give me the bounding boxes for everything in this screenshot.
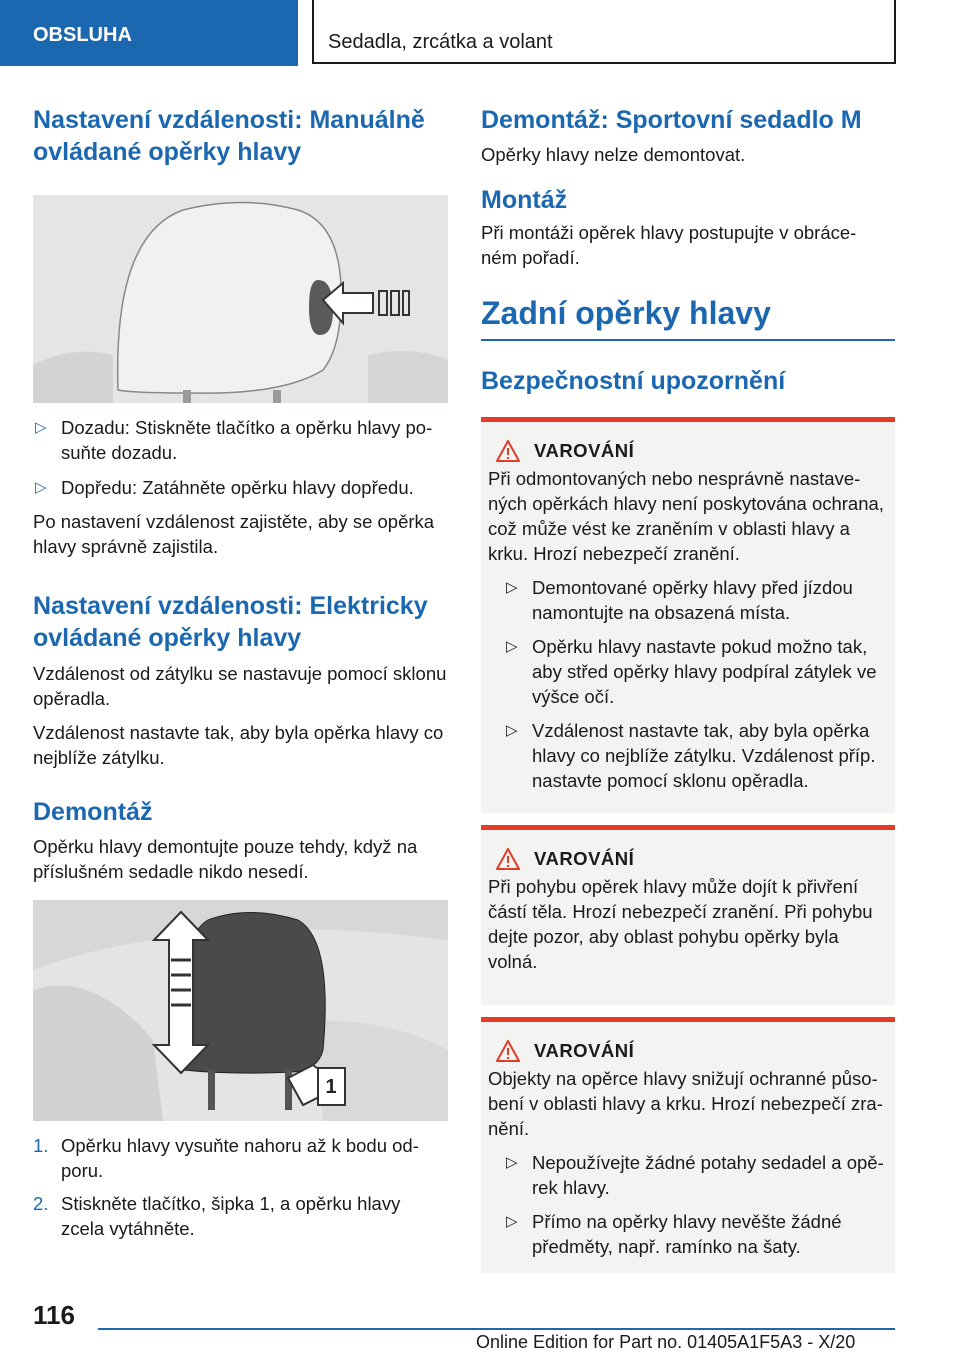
heading-demontaz: Demontáž (33, 798, 153, 826)
list-item: ▷ Demontované opěrky hlavy před jízdou namontujte na obsazená místa. (506, 577, 853, 623)
bullet-triangle-icon: ▷ (506, 638, 518, 655)
montaz-paragraph: Při montáži opěrek hlavy postupujte v obráce‐ ném pořadí. (481, 222, 857, 268)
section-tab[interactable]: OBSLUHA (0, 0, 298, 66)
warning-header (488, 440, 887, 462)
warning-title: VAROVÁNÍ (534, 1040, 635, 1061)
warning-box (481, 1017, 895, 1273)
heading-electric: Nastavení vzdálenosti: Elektricky ovládané opěrky hlavy (33, 592, 428, 652)
bullet-triangle-icon: ▷ (506, 1213, 518, 1230)
headrest-removal-figure (33, 900, 448, 1121)
list-item: ▷ Dopředu: Zatáhněte opěrku hlavy dopředu. (35, 477, 414, 498)
footer-rule (98, 1328, 895, 1330)
list-item: ▷ Nepoužívejte žádné potahy sedadel a opě‐ rek hlavy. (506, 1152, 884, 1198)
heading-rule (481, 339, 895, 341)
warning-text: Objekty na opěrce hlavy snižují ochranné půso‐ bení v oblasti hlavy a krku. Hrozí nebezpečí zra‐ nění. (488, 1068, 883, 1139)
warning-bullets (504, 575, 887, 793)
warning-box (481, 417, 895, 813)
list-item: ▷ Dozadu: Stiskněte tlačítko a opěrku hlavy po‐ suňte dozadu. (35, 417, 433, 463)
warning-bullets (504, 1150, 887, 1259)
warning-triangle-icon (496, 1040, 520, 1062)
manual-note: Po nastavení vzdálenost zajistěte, aby se opěrka hlavy správně zajistila. (33, 511, 435, 557)
headrest-manual-figure (33, 195, 448, 403)
list-item: ▷ Vzdálenost nastavte tak, aby byla opěrka hlavy co nejblíže zátylku. Vzdálenost příp. nastavte pomocí sklonu opěradla. (506, 720, 876, 791)
heading-bezpecnostni: Bezpečnostní upozornění (481, 367, 786, 395)
page-number: 116 (33, 1300, 75, 1330)
warning-triangle-icon (496, 440, 520, 462)
heading-montaz: Montáž (481, 186, 568, 214)
list-item: 2. Stiskněte tlačítko, šipka 1, a opěrku hlavy zcela vytáhněte. (33, 1193, 401, 1239)
warning-header (488, 848, 887, 870)
chapter-title: Sedadla, zrcátka a volant (312, 0, 896, 64)
demontaz-paragraph: Opěrku hlavy demontujte pouze tehdy, když na příslušném sedadle nikdo nesedí. (33, 836, 418, 882)
warning-box (481, 825, 895, 1005)
warning-title: VAROVÁNÍ (534, 440, 635, 461)
warning-title: VAROVÁNÍ (534, 848, 635, 869)
right-column (481, 100, 895, 1273)
list-item: ▷ Opěrku hlavy nastavte pokud možno tak, aby střed opěrky hlavy podpíral zátylek ve výšce očí. (506, 636, 877, 707)
bullet-triangle-icon: ▷ (506, 579, 518, 596)
bullet-triangle-icon: ▷ (506, 722, 518, 739)
heading-zadni: Zadní opěrky hlavy (481, 295, 771, 331)
arrow-label-1: 1 (325, 1076, 337, 1098)
warning-text: Při pohybu opěrek hlavy může dojít k přivření částí těla. Hrozí nebezpečí zranění. Při pohybu dejte pozor, aby oblast pohybu opěrky byla volná. (488, 876, 873, 972)
list-item: ▷ Přímo na opěrky hlavy nevěšte žádné předměty, např. ramínko na šaty. (506, 1211, 842, 1257)
electric-paragraph-2: Vzdálenost nastavte tak, aby byla opěrka hlavy co nejblíže zátylku. (33, 722, 444, 768)
headrest-removal-illustration (33, 900, 448, 1121)
bullet-triangle-icon: ▷ (35, 479, 47, 496)
page-header (0, 0, 960, 66)
bullet-triangle-icon: ▷ (506, 1154, 518, 1171)
demontaz-m-paragraph: Opěrky hlavy nelze demontovat. (481, 144, 746, 165)
warning-text: Při odmontovaných nebo nesprávně nastave‐ ných opěrkách hlavy není poskytována ochrana, což může vést ke zraněním v oblasti hlavy a krku. Hrozí nebezpečí zranění. (488, 468, 884, 564)
heading-demontaz-m: Demontáž: Sportovní sedadlo M (481, 106, 862, 134)
bullet-triangle-icon: ▷ (35, 419, 47, 436)
electric-paragraph-1: Vzdálenost od zátylku se nastavuje pomocí sklonu opěradla. (33, 663, 447, 709)
manual-bullet-list (33, 415, 448, 500)
heading-manual: Nastavení vzdálenosti: Manuálně ovládané opěrky hlavy (33, 106, 425, 166)
warning-header (488, 1040, 887, 1062)
list-item: 1. Opěrku hlavy vysuňte nahoru až k bodu od‐ poru. (33, 1135, 419, 1181)
headrest-manual-illustration (33, 195, 448, 403)
removal-steps (33, 1133, 448, 1241)
warning-triangle-icon (496, 848, 520, 870)
edition-text: Online Edition for Part no. 01405A1F5A3 - X/20 (476, 1332, 856, 1352)
left-column (33, 100, 448, 1241)
